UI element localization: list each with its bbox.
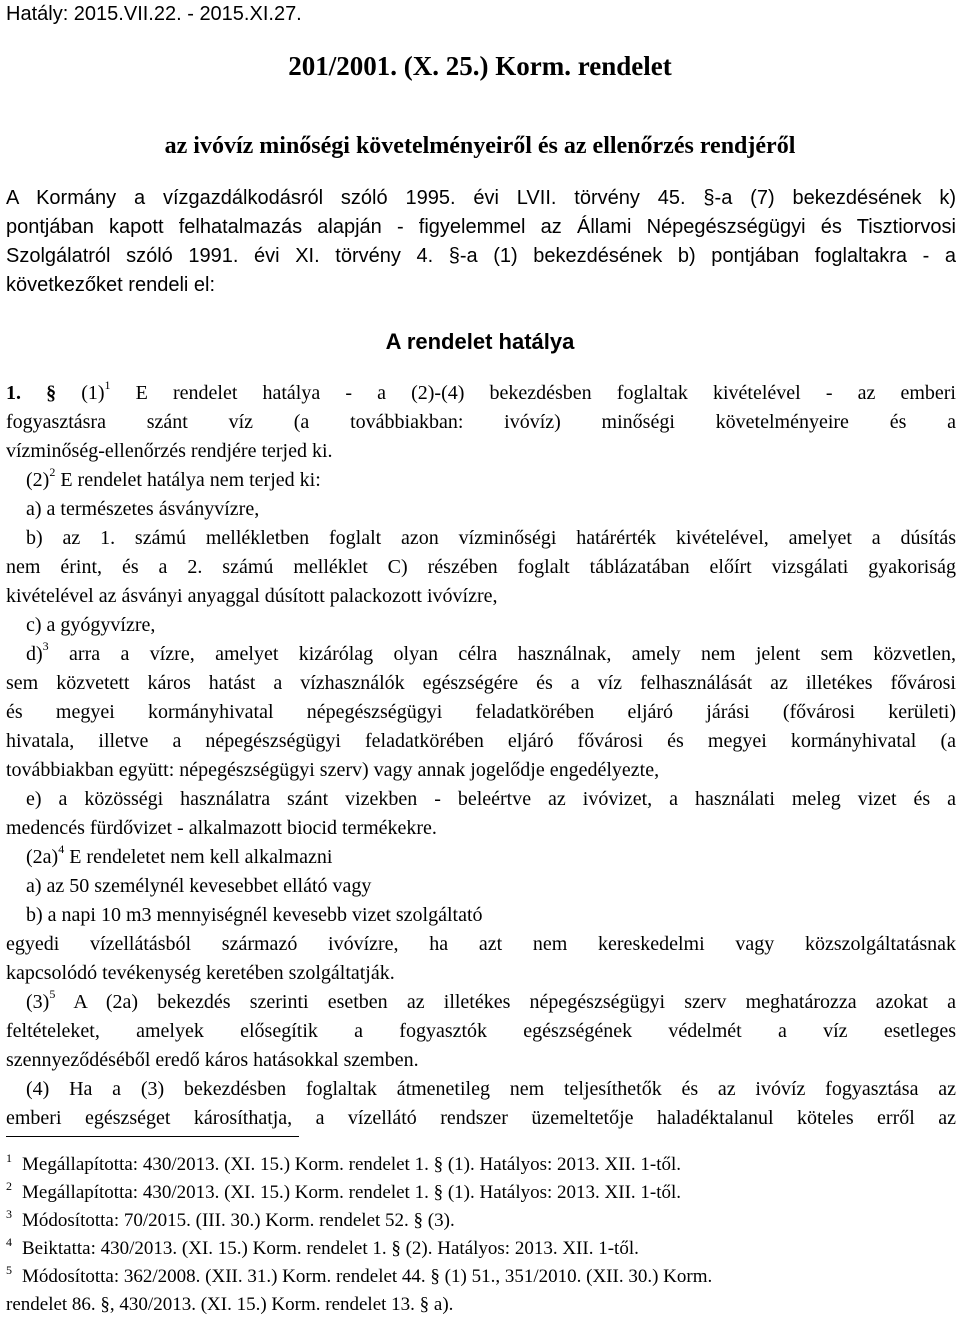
preamble-line: következőket rendeli el: (6, 274, 216, 296)
paragraph-line: kivételével az ásványi anyaggal dúsított palackozott ivóvízre, (6, 585, 498, 607)
preamble-line: pontjában kapott felhatalmazás alapján - figyelemmel az Állami Népegészségügyi és Tisztiorvosi (6, 216, 956, 238)
footnote-ref[interactable]: 1 (104, 378, 111, 393)
list-item: a) a természetes ásványvízre, (26, 498, 260, 520)
paragraph-line: szennyeződéséből eredő káros hatásokkal szemben. (6, 1049, 419, 1071)
footnote-text: Megállapította: 430/2013. (XI. 15.) Korm. rendelet 1. § (1). Hatályos: 2013. XII. 1-től. (22, 1154, 682, 1175)
footnote-ref[interactable]: 3 (42, 639, 49, 654)
section-number: 1. § (6, 382, 57, 404)
paragraph-line (26, 465, 956, 491)
paragraph-text: E rendelet hatálya - a (2)-(4) bekezdésben foglaltak kivételével - az emberi (135, 382, 956, 404)
list-item: e) a közösségi használatra szánt vizekben - beleértve az ivóvizet, a használati meleg vizet és a (26, 788, 956, 810)
preamble-line: Szolgálatról szóló 1991. évi XI. törvény 4. §-a (1) bekezdésének b) pontjában foglaltakra - a (6, 245, 956, 267)
paragraph-line: hivatala, illetve a népegészségügyi feladatkörében eljáró fővárosi és megyei kormányhivatal (a (6, 730, 956, 752)
footnote-number: 3 (6, 1207, 12, 1221)
paragraph-line (26, 987, 956, 1013)
para-number: (2a) (26, 846, 59, 868)
paragraph-line: medencés fürdővizet - alkalmazott biocid termékekre. (6, 817, 437, 839)
paragraph-line: egyedi vízellátásból származó ivóvízre, ha azt nem kereskedelmi vagy közszolgáltatásnak (6, 933, 956, 955)
para-number: (2) (26, 469, 50, 491)
paragraph-text: arra a vízre, amelyet kizárólag olyan célra használnak, amely nem jelent sem közvetlen, (48, 643, 956, 665)
list-item: b) az 1. számú mellékletben foglalt azon vízminőségi határérték kivételével, amelyet a dúsítás (26, 527, 956, 549)
footnote (6, 1235, 956, 1261)
footnote-ref[interactable]: 2 (49, 465, 56, 480)
footnote-ref[interactable]: 4 (58, 842, 65, 857)
footnote-text: Beiktatta: 430/2013. (XI. 15.) Korm. rendelet 1. § (2). Hatályos: 2013. XII. 1-től. (22, 1238, 639, 1259)
para-number: (1) (81, 382, 105, 404)
footnote-text: Módosította: 362/2008. (XII. 31.) Korm. rendelet 44. § (1) 51., 351/2010. (XII. 30.) Korm. (22, 1266, 713, 1287)
paragraph-line: kapcsolódó tevékenység keretében szolgáltatják. (6, 962, 395, 984)
footnote (6, 1207, 956, 1233)
footnote-number: 1 (6, 1151, 12, 1165)
footnote-number: 5 (6, 1263, 12, 1277)
paragraph-line: és megyei kormányhivatal népegészségügyi feladatkörében eljáró járási (fővárosi kerületi) (6, 701, 956, 723)
list-item: b) a napi 10 m3 mennyiségnél kevesebb vizet szolgáltató (26, 904, 483, 926)
footnote-text: Módosította: 70/2015. (III. 30.) Korm. rendelet 52. § (3). (22, 1210, 455, 1231)
list-item (26, 639, 956, 665)
paragraph-line: vízminőség-ellenőrzés rendjére terjed ki. (6, 440, 333, 462)
preamble-line: A Kormány a vízgazdálkodásról szóló 1995. évi LVII. törvény 45. §-a (7) bekezdésének k) (6, 187, 956, 209)
list-item: c) a gyógyvízre, (26, 614, 156, 636)
document-subtitle: az ivóvíz minőségi követelményeiről és az ellenőrzés rendjéről (164, 133, 796, 159)
para-number: (3) (26, 991, 50, 1013)
document-title: 201/2001. (X. 25.) Korm. rendelet (288, 51, 672, 81)
paragraph-text: E rendelet hatálya nem terjed ki: (55, 469, 321, 491)
paragraph-line (26, 842, 956, 868)
paragraph-line: (4) Ha a (3) bekezdésben foglaltak átmenetileg nem teljesíthetők és az ivóvíz fogyasztása az (26, 1078, 956, 1100)
list-item: a) az 50 személynél kevesebbet ellátó vagy (26, 875, 372, 897)
footnote-text: Megállapította: 430/2013. (XI. 15.) Korm. rendelet 1. § (1). Hatályos: 2013. XII. 1-től. (22, 1182, 682, 1203)
footnote-ref[interactable]: 5 (49, 987, 56, 1002)
footnote (6, 1151, 956, 1177)
paragraph-line: továbbiakban együtt: népegészségügyi szerv) vagy annak jogelődje engedélyezte, (6, 759, 660, 781)
paragraph-line (6, 378, 956, 404)
paragraph-text: E rendeletet nem kell alkalmazni (64, 846, 333, 868)
footnote-number: 4 (6, 1235, 12, 1249)
footnote (6, 1263, 956, 1289)
paragraph-line: feltételeket, amelyek elősegítik a fogyasztók egészségének védelmét a víz esetleges (6, 1020, 956, 1042)
footnote (6, 1179, 956, 1205)
footnote-number: 2 (6, 1179, 12, 1193)
paragraph-line: sem közvetett káros hatást a vízhasználók egészségére és a víz felhasználását az illetékes fővárosi (6, 672, 956, 694)
footnote-divider (6, 1136, 299, 1137)
validity-header: Hatály: 2015.VII.22. - 2015.XI.27. (6, 3, 302, 25)
list-marker: d) (26, 643, 43, 665)
paragraph-line: nem érint, és a 2. számú melléklet C) részében foglalt táblázatában előírt vizsgálati gyakoriság (6, 556, 956, 578)
paragraph-line: fogyasztásra szánt víz (a továbbiakban: ivóvíz) minőségi követelményeire és a (6, 411, 956, 433)
paragraph-line: emberi egészséget károsíthatja, a vízellátó rendszer üzemeltetője haladéktalanul köteles erről az (6, 1107, 956, 1129)
footnote-continuation: rendelet 86. §, 430/2013. (XI. 15.) Korm. rendelet 13. § a). (6, 1294, 454, 1315)
section-title: A rendelet hatálya (385, 329, 575, 354)
paragraph-text: A (2a) bekezdés szerinti esetben az illetékes népegészségügyi szerv meghatározza azokat a (55, 991, 956, 1013)
